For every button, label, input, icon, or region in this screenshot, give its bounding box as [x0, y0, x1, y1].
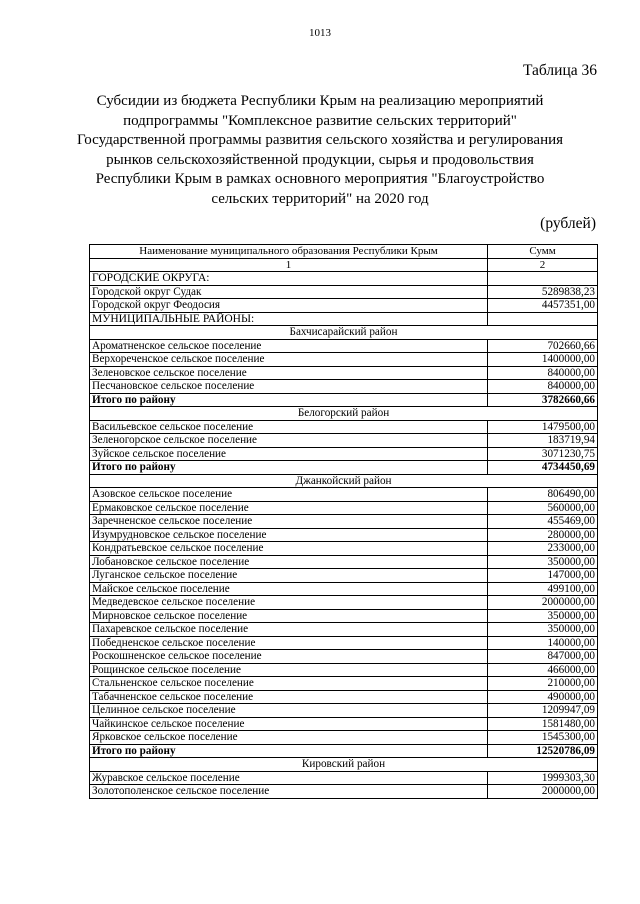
municipality-name: ГОРОДСКИЕ ОКРУГА: [90, 272, 488, 286]
total-label: Итого по району [90, 393, 488, 407]
district-header-row [90, 326, 598, 340]
amount: 490000,00 [488, 690, 598, 704]
amount: 3071230,75 [488, 447, 598, 461]
page-number: 1013 [309, 27, 331, 39]
amount: 2000000,00 [488, 785, 598, 799]
title-line: Субсидии из бюджета Республики Крым на реализацию мероприятий [96, 93, 544, 109]
municipality-name: Ярковское сельское поселение [90, 731, 488, 745]
table-row [90, 501, 598, 515]
municipality-name: Журавское сельское поселение [90, 771, 488, 785]
table-row [90, 717, 598, 731]
subsidy-table [89, 244, 598, 799]
amount: 5289838,23 [488, 285, 598, 299]
amount: 350000,00 [488, 623, 598, 637]
district-header-row [90, 407, 598, 421]
municipality-name: Роскошненское сельское поселение [90, 650, 488, 664]
district-header-row [90, 758, 598, 772]
column-number-row [90, 258, 598, 272]
municipality-name: Чайкинское сельское поселение [90, 717, 488, 731]
municipality-name: Заречненское сельское поселение [90, 515, 488, 529]
title-line: Государственной программы развития сельского хозяйства и регулирования [76, 132, 564, 149]
table-row [90, 339, 598, 353]
section-header-row [90, 312, 598, 326]
table-row [90, 569, 598, 583]
table-row [90, 677, 598, 691]
table-body [90, 245, 598, 799]
district-name: Бахчисарайский район [90, 326, 598, 340]
table-row [90, 420, 598, 434]
document-title [60, 92, 580, 210]
municipality-name: Зуйское сельское поселение [90, 447, 488, 461]
table-row [90, 528, 598, 542]
district-name: Белогорский район [90, 407, 598, 421]
table-row [90, 447, 598, 461]
total-label: Итого по району [90, 461, 488, 475]
municipality-name: Кондратьевское сельское поселение [90, 542, 488, 556]
table-row [90, 785, 598, 799]
district-total-row [90, 393, 598, 407]
amount: 140000,00 [488, 636, 598, 650]
municipality-name: Майское сельское поселение [90, 582, 488, 596]
municipality-name: Стальненское сельское поселение [90, 677, 488, 691]
amount: 840000,00 [488, 366, 598, 380]
title-line: рынков сельскохозяйственной продукции, сырья и продовольствия [106, 151, 534, 168]
header-sum: Сумм [488, 245, 598, 259]
district-total-row [90, 744, 598, 758]
column-number-2: 2 [488, 258, 598, 272]
amount [488, 312, 598, 326]
amount: 560000,00 [488, 501, 598, 515]
amount: 147000,00 [488, 569, 598, 583]
title-line: Республики Крым в рамках основного мероприятия "Благоустройство [95, 171, 545, 188]
amount: 499100,00 [488, 582, 598, 596]
municipality-name: Рощинское сельское поселение [90, 663, 488, 677]
section-header-row [90, 272, 598, 286]
table-row [90, 434, 598, 448]
amount: 350000,00 [488, 555, 598, 569]
municipality-name: Мирновское сельское поселение [90, 609, 488, 623]
amount: 1400000,00 [488, 353, 598, 367]
municipality-name: Медведевское сельское поселение [90, 596, 488, 610]
total-amount: 4734450,69 [488, 461, 598, 475]
total-amount: 3782660,66 [488, 393, 598, 407]
amount: 210000,00 [488, 677, 598, 691]
municipality-name: Табачненское сельское поселение [90, 690, 488, 704]
municipality-name: Верхореченское сельское поселение [90, 353, 488, 367]
district-name: Кировский район [90, 758, 598, 772]
table-row [90, 488, 598, 502]
municipality-name: Лобановское сельское поселение [90, 555, 488, 569]
amount: 2000000,00 [488, 596, 598, 610]
municipality-name: Городской округ Феодосия [90, 299, 488, 313]
table-row [90, 731, 598, 745]
municipality-name: Пахаревское сельское поселение [90, 623, 488, 637]
amount: 1545300,00 [488, 731, 598, 745]
municipality-name: Городской округ Судак [90, 285, 488, 299]
table-row [90, 555, 598, 569]
table-row [90, 515, 598, 529]
amount: 233000,00 [488, 542, 598, 556]
municipality-name: Зеленогорское сельское поселение [90, 434, 488, 448]
municipality-name: Песчановское сельское поселение [90, 380, 488, 394]
table-row [90, 542, 598, 556]
municipality-name: Азовское сельское поселение [90, 488, 488, 502]
table-row [90, 596, 598, 610]
amount: 183719,94 [488, 434, 598, 448]
amount [488, 272, 598, 286]
table-row [90, 771, 598, 785]
municipality-name: Зеленовское сельское поселение [90, 366, 488, 380]
amount: 1999303,30 [488, 771, 598, 785]
amount: 350000,00 [488, 609, 598, 623]
table-row [90, 663, 598, 677]
district-name: Джанкойский район [90, 474, 598, 488]
amount: 1581480,00 [488, 717, 598, 731]
table-row [90, 704, 598, 718]
amount: 4457351,00 [488, 299, 598, 313]
table-row [90, 650, 598, 664]
table-row [90, 609, 598, 623]
total-amount: 12520786,09 [488, 744, 598, 758]
municipality-name: Золотополенское сельское поселение [90, 785, 488, 799]
municipality-name: Победненское сельское поселение [90, 636, 488, 650]
amount: 1479500,00 [488, 420, 598, 434]
title-line: сельских территорий" на 2020 год [211, 190, 429, 207]
table-row [90, 366, 598, 380]
municipality-name: Целинное сельское поселение [90, 704, 488, 718]
table-row [90, 690, 598, 704]
table-row [90, 299, 598, 313]
header-name: Наименование муниципального образования Республики Крым [90, 245, 488, 259]
district-total-row [90, 461, 598, 475]
municipality-name: МУНИЦИПАЛЬНЫЕ РАЙОНЫ: [90, 312, 488, 326]
units-label: (рублей) [540, 215, 596, 232]
column-number-1: 1 [90, 258, 488, 272]
municipality-name: Изумрудновское сельское поселение [90, 528, 488, 542]
title-line: подпрограммы "Комплексное развитие сельских территорий" [123, 112, 517, 129]
amount: 702660,66 [488, 339, 598, 353]
table-header-row [90, 245, 598, 259]
total-label: Итого по району [90, 744, 488, 758]
amount: 847000,00 [488, 650, 598, 664]
table-row [90, 353, 598, 367]
amount: 280000,00 [488, 528, 598, 542]
municipality-name: Васильевское сельское поселение [90, 420, 488, 434]
amount: 806490,00 [488, 488, 598, 502]
amount: 1209947,09 [488, 704, 598, 718]
table-row [90, 636, 598, 650]
amount: 455469,00 [488, 515, 598, 529]
table-row [90, 623, 598, 637]
table-row [90, 285, 598, 299]
municipality-name: Ермаковское сельское поселение [90, 501, 488, 515]
municipality-name: Ароматненское сельское поселение [90, 339, 488, 353]
table-row [90, 380, 598, 394]
amount: 466000,00 [488, 663, 598, 677]
district-header-row [90, 474, 598, 488]
municipality-name: Луганское сельское поселение [90, 569, 488, 583]
amount: 840000,00 [488, 380, 598, 394]
table-label: Таблица 36 [522, 62, 597, 79]
table-row [90, 582, 598, 596]
